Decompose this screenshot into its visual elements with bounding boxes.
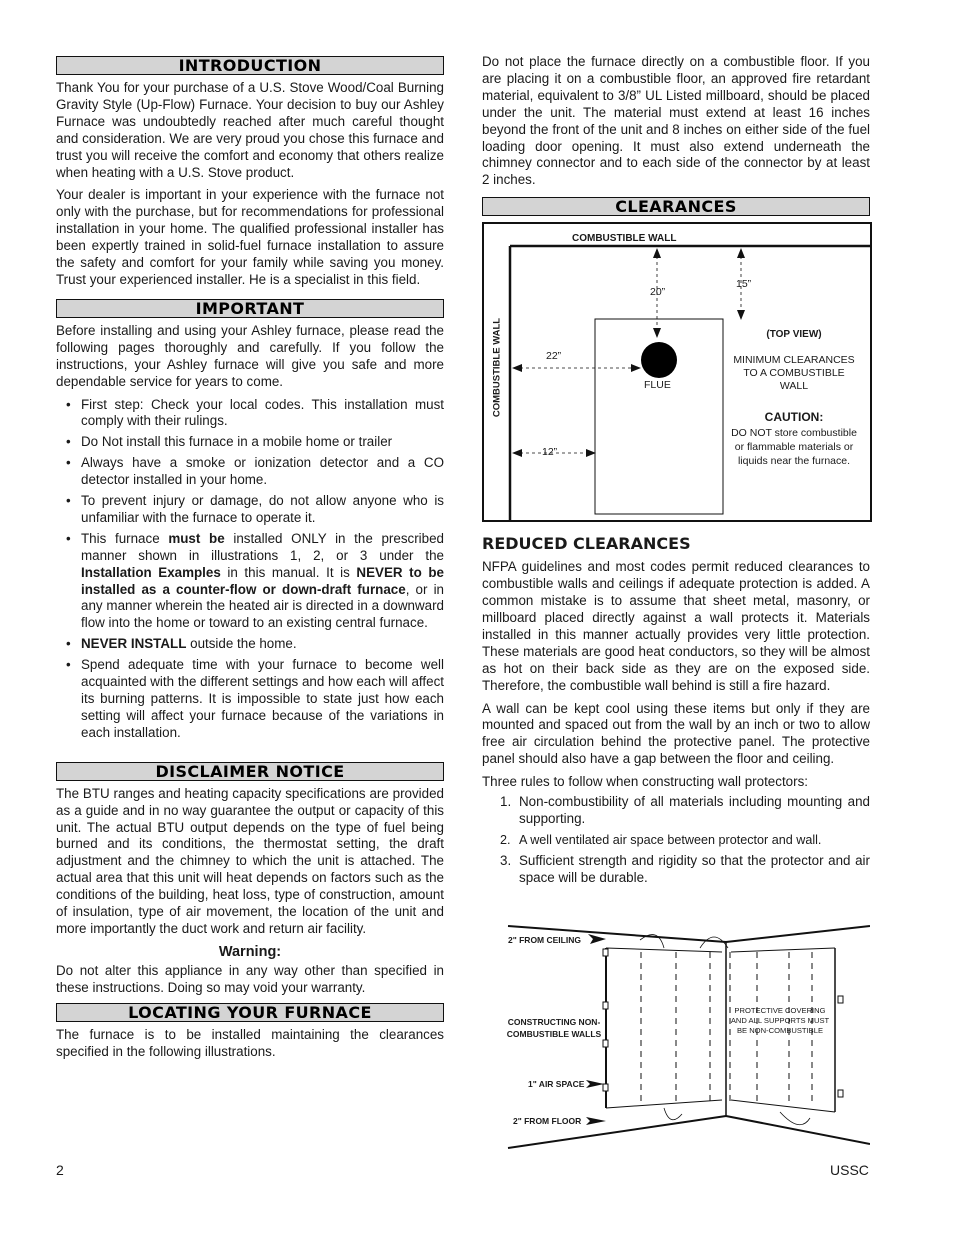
panel-top-right [731, 948, 835, 952]
arrow-head [512, 364, 522, 372]
list-item: • This furnace must be installed ONLY in the prescribed manner shown in illustrations 1, 2, or 3 under the Installation Examples in this manual. It is NEVER to be installed as a counter-flow or down-draft furnace, or in any manner wherein the heated air is directed in a downward flow into the home or toward to an existing central furnace. [56, 531, 444, 632]
standoff-spacer [603, 1002, 608, 1009]
important-intro: Before installing and using your Ashley furnace, please read the following pages thoroughly and carefully. If you follow the instructions, your Ashley furnace will give you safe and more dependable service for years to come. [56, 322, 444, 389]
airflow-arrow [664, 1108, 682, 1120]
constructing-walls-label: CONSTRUCTING NON-COMBUSTIBLE WALLS [506, 1017, 602, 1039]
arrow-head [631, 364, 641, 372]
wall-top-label: COMBUSTIBLE WALL [572, 233, 677, 245]
list-item: • First step: Check your local codes. This installation must comply with their rulings. [56, 397, 444, 431]
footer-code: USSC [830, 1162, 869, 1178]
panel-top-left [606, 948, 722, 952]
important-heading: IMPORTANT [56, 299, 444, 318]
locating-paragraph: The furnace is to be installed maintaining the clearances specified in the following illustrations. [56, 1026, 444, 1059]
dimension-20-label: 20” [650, 286, 666, 299]
page-number: 2 [56, 1162, 64, 1178]
floor-line-right [726, 1116, 870, 1144]
standoff-spacer [838, 996, 843, 1003]
airflow-arrow [780, 1112, 810, 1125]
list-item: • Always have a smoke or ionization detector and a CO detector installed in your home. [56, 455, 444, 489]
clearances-heading: CLEARANCES [482, 197, 870, 216]
arrow-head [737, 248, 745, 258]
list-item: • Do Not install this furnace in a mobile home or trailer [56, 434, 444, 451]
arrow-head [737, 310, 745, 320]
airflow-arrow [700, 937, 728, 948]
wall-protector-rules [482, 794, 870, 887]
minimum-clearances-label: MINIMUM CLEARANCES TO A COMBUSTIBLE WALL [733, 354, 855, 393]
panel-bottom-right [731, 1100, 835, 1112]
ceiling-line-right [726, 926, 870, 942]
dimension-22-label: 22” [546, 350, 562, 363]
top-view-label: (TOP VIEW) [766, 329, 822, 341]
left-column [56, 52, 444, 1067]
reduced-paragraph-3: Three rules to follow when constructing wall protectors: [482, 774, 808, 790]
wall-side-label: COMBUSTIBLE WALL [491, 318, 503, 418]
standoff-spacer [838, 1090, 843, 1097]
list-item: 1. Non-combustibility of all materials including mounting and supporting. [500, 794, 870, 826]
right-column [482, 54, 870, 891]
locating-heading: LOCATING YOUR FURNACE [56, 1003, 444, 1022]
warning-heading: Warning: [218, 943, 282, 960]
flue-label: FLUE [644, 379, 671, 392]
list-item: • NEVER INSTALL outside the home. [56, 636, 444, 653]
arrow-head [512, 449, 522, 457]
disclaimer-heading: DISCLAIMER NOTICE [56, 762, 444, 781]
standoff-spacer [603, 1040, 608, 1047]
standoff-spacer [603, 1084, 608, 1091]
caution-text: DO NOT store combustible or flammable materials or liquids near the furnace. [731, 427, 857, 468]
arrow-head [588, 934, 606, 944]
floor-paragraph: Do not place the furnace directly on a combustible floor. If you are placing it on a combustible floor, an approved fire retardant material, equivalent to 3/8” UL Listed millboard, should be placed under the unit. The material must extend at least 16 inches beyond the front of the unit and 8 inches on either side of the fuel loading door opening. It must also extend underneath the chimney connector and to each side of the connector by at least 2 inches. [482, 54, 870, 188]
warning-text: Do not alter this appliance in any way other than specified in these instructions. Doing so may void your warranty. [56, 962, 444, 995]
protective-covering-label: PROTECTIVE COVERING AND ALL SUPPORTS MUST BE NON-COMBUSTIBLE [730, 1006, 830, 1035]
list-item: 3. Sufficient strength and rigidity so that the protector and air space will be durable. [500, 852, 870, 885]
introduction-paragraph-2: Your dealer is important in your experience with the furnace not only with the purchase, but for recommendations for professional installation in your home. The qualified professional installer has been expertly trained in solid-fuel furnace installation to assure the safety and comfort for your family while saving you money. Trust your experienced installer. He is a specialist in this field. [56, 187, 444, 287]
introduction-heading: INTRODUCTION [56, 56, 444, 75]
standoff-spacer [603, 949, 608, 956]
clearance-diagram [482, 222, 872, 522]
reduced-clearances-heading: REDUCED CLEARANCES [482, 534, 691, 554]
wall-protector-diagram [500, 922, 870, 1150]
list-item: • Spend adequate time with your furnace to become well acquainted with the different settings and how each will affect its burning patterns. It is impossible to state just how each setting will affect your furnace because of the variations in each installation. [56, 657, 444, 742]
panel-bottom-left [606, 1100, 722, 1108]
introduction-paragraph-1: Thank You for your purchase of a U.S. Stove Wood/Coal Burning Gravity Style (Up-Flow) Furnace. Your decision to buy our Ashley Furnace was undoubtedly reached after much careful thought and consideration. We are very proud you chose this furnace and trust you will receive the comfort and economy that others realize when heating with a U.S. Stove product. [56, 80, 444, 180]
reduced-paragraph-1: NFPA guidelines and most codes permit reduced clearances to combustible walls and ceilings if adequate protection is added. A common mistake is to assume that sheet metal, masonry, or millboard placed directly against a wall protects it. Materials installed in this manner actually provides very little protection. These materials are good heat conductors, so they will be almost as hot on their back side as they are on the exposed side. Therefore, the combustible wall behind is still a fire hazard. [482, 559, 870, 693]
caution-heading: CAUTION: [764, 410, 824, 425]
ceiling-gap-label: 2" FROM CEILING [508, 935, 581, 945]
floor-gap-label: 2" FROM FLOOR [513, 1116, 582, 1126]
arrow-head [586, 1080, 604, 1088]
dimension-12-label: 12” [542, 446, 558, 459]
important-list [56, 397, 444, 742]
flue-circle [641, 342, 677, 378]
arrow-head [653, 328, 661, 338]
list-item: 2. A well ventilated air space between protector and wall. [500, 832, 822, 847]
arrow-head [586, 1117, 606, 1125]
reduced-paragraph-2: A wall can be kept cool using these items but only if they are mounted and spaced out from the wall by an inch or two to allow free air circulation behind the protective panel. The protective panel should also have a gap between the floor and ceiling. [482, 700, 870, 767]
list-item: • To prevent injury or damage, do not allow anyone who is unfamiliar with the furnace to operate it. [56, 493, 444, 527]
air-space-label: 1" AIR SPACE [528, 1079, 585, 1089]
dimension-15-label: 15” [736, 278, 752, 291]
arrow-head [653, 248, 661, 258]
disclaimer-paragraph: The BTU ranges and heating capacity specifications are provided as a guide and in no way guarantee the output or capacity of this unit. The actual BTU output depends on the type of fuel being burned and its conditions, the thermostat setting, the draft adjustment and the chimney to which the unit is attached. The actual area that this unit will heat depends on factors such as the conditions of the building, heat loss, type of construction, amount of insulation, type of air movement, the location of the unit and more importantly the duct work and return air facility. [56, 785, 444, 936]
